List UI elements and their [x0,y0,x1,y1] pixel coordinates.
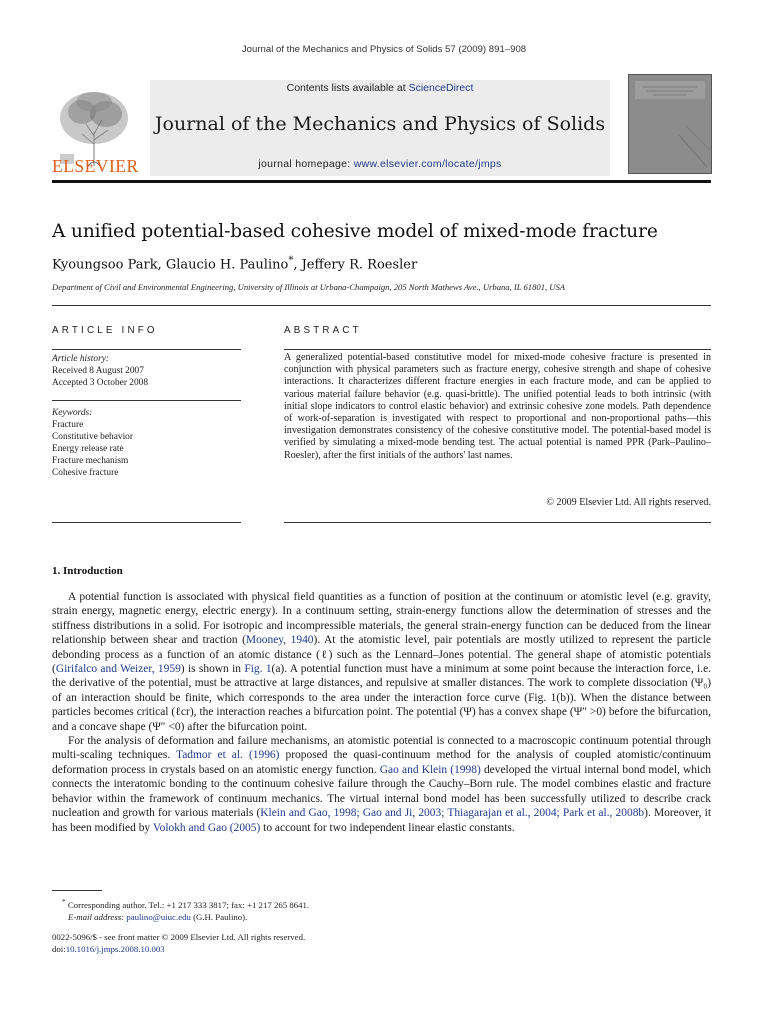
abstract-rule-bottom [284,522,711,523]
keyword-item: Constitutive behavior [52,432,133,442]
citation-link[interactable]: Mooney, 1940 [245,634,314,647]
footnote-email [52,911,711,923]
contents-line [150,82,610,94]
homepage-line [150,158,610,170]
journal-title: Journal of the Mechanics and Physics of Solids [154,113,606,135]
paragraph [52,590,711,734]
footnote [52,896,711,923]
doi-line [52,943,711,955]
text-run: For the analysis of deformation and failure mechanisms, an atomistic potential is connected to a macroscopic continuum potential through multi-scaling techniques. [52,735,711,762]
footnote-rule [52,890,102,891]
corresponding-author-mark[interactable]: * [288,255,294,266]
footnote-corresponding [52,896,711,911]
keyword-item: Energy release rate [52,444,124,454]
issn-line: 0022-5096/$ - see front matter © 2009 Elsevier Ltd. All rights reserved. [52,932,306,942]
text-run: ). Moreover, it has been modified by [52,807,711,834]
abstract-rule-top [284,349,711,350]
footnote-mark: * [62,897,66,906]
sciencedirect-link[interactable]: ScienceDirect [408,82,474,94]
authors-first: Kyoungsoo Park, Glaucio H. Paulino [52,257,289,273]
citation-link[interactable]: Klein and Gao, 1998; Gao and Ji, 2003; Thiagarajan et al., 2004; Park et al., 2008b [260,807,645,820]
text-run: (a). A potential function must have a minimum at some point because the interaction force, i.e. the derivative of the potential, must be attractive at large distances, and repulsive at smaller distances. The work to complete dissociation (Ψ₀) of an interaction should be finite, which corresponds to the area under the interaction force curve (Fig. 1(b)). When the distance between particles becomes critical (ℓcr), the interaction reaches a bifurcation point. The potential (Ψ) has a convex shape (Ψ″ >0) before the bifurcation, and a concave shape (Ψ″ <0) after the bifurcation point. [52,663,712,733]
paragraph [52,734,711,835]
authors-rest: , Jeffery R. Roesler [293,257,418,273]
cover-art [629,75,711,173]
citation-link[interactable]: Volokh and Gao (2005) [152,821,261,834]
section-heading: 1. Introduction [52,565,123,577]
article-info-rule-bottom [52,522,241,523]
text-run: ) is shown in [180,663,245,676]
text-run: developed the virtual internal bond model, which connects the interatomic bonding to the continuum cohesive failure through the Cauchy–Born rule. The model combines elastic and fracture behavior within the framework of continuum mechanics. The virtual internal bond model has been successfully utilized to describe crack nucleation and growth for various materials ( [52,763,711,820]
keywords-label: Keywords: [52,408,93,418]
elsevier-wordmark: ELSEVIER [52,156,139,176]
article-title: A unified potential-based cohesive model of mixed-mode fracture [52,221,658,242]
keyword-item: Fracture mechanism [52,456,129,466]
doi-prefix: doi: [52,944,66,954]
history-label: Article history: [52,354,110,364]
affiliation-rule [52,305,711,306]
footnote-text: Corresponding author. Tel.: +1 217 333 3817; fax: +1 217 265 8641. [65,899,310,910]
text-run: proposed the quasi-continuum method for the analysis of coupled atomistic/continuum deformation process in crystals based on an atomistic energy function. [52,749,711,776]
text-run: ). At the atomistic level, pair potentials are mostly utilized to represent the particle debonding process as a function of an atomic distance (ℓ) such as the Lennard–Jones potential. The general shape of atomistic potentials ( [52,634,711,676]
figure-link[interactable]: Fig. 1 [244,663,272,676]
keyword-item: Cohesive fracture [52,468,119,478]
keywords-block [52,407,241,479]
abstract-text: A generalized potential-based constitutive model for mixed-mode cohesive fracture is presented in conjunction with physical parameters such as fracture energy, cohesive strength and shape of cohesive interactions. It characterizes different fracture energies in each fracture mode, and can be applied to various material failure behavior (e.g. quasi-brittle). The unified potential leads to both intrinsic (with initial slope indicators to control elastic behavior) and extrinsic cohesive zone models. Path dependence of work-of-separation is investigated with respect to proportional and non-proportional paths—this investigation demonstrates consistency of the cohesive constitutive model. The potential-based model is verified by simulating a mixed-mode bending test. The actual potential is named PPR (Park–Paulino–Roesler), after the first initials of the authors' last names. [284,352,711,461]
citation-link[interactable]: Tadmor et al. (1996) [176,749,280,762]
journal-homepage-link[interactable]: www.elsevier.com/locate/jmps [353,158,502,170]
body-text [52,590,711,835]
abstract-heading: ABSTRACT [284,325,362,336]
received-date: Received 8 August 2007 [52,366,144,376]
article-info-rule-top [52,349,241,350]
affiliation: Department of Civil and Environmental Engineering, University of Illinois at Urbana-Champaign, 205 North Mathews Ave., Urbana, IL 61801, USA [52,282,566,292]
journal-cover-thumbnail [628,74,712,174]
citation-link[interactable]: Gao and Klein (1998) [379,763,481,776]
contents-prefix: Contents lists available at [286,82,409,94]
running-head: Journal of the Mechanics and Physics of Solids 57 (2009) 891–908 [241,44,527,55]
email-suffix: (G.H. Paulino). [190,911,248,922]
text-run: A potential function is associated with physical field quantities as a function of position at the continuum or atomistic level (e.g. gravity, strain energy, magnetic energy, electric energy). In a continuum setting, strain-energy functions allow the determination of stresses and the stiffness distributions in a solid. For isotropic and incompressible materials, the general strain-energy function can be deduced from the linear relationship between shear and traction ( [52,591,711,647]
masthead-rule [52,180,711,183]
email-label: E-mail address: [68,911,127,922]
accepted-date: Accepted 3 October 2008 [52,378,149,388]
article-info-heading: ARTICLE INFO [52,325,158,336]
keyword-item: Fracture [52,420,84,430]
email-link[interactable]: paulino@uiuc.edu [126,911,191,922]
article-info-rule-mid [52,400,241,401]
author-list [52,255,712,272]
article-history [52,353,241,389]
homepage-prefix: journal homepage: [258,158,354,170]
front-matter-info [52,931,711,955]
doi-link[interactable]: 10.1016/j.jmps.2008.10.003 [65,944,165,954]
citation-link[interactable]: Girifalco and Weizer, 1959 [55,663,181,676]
text-run: to account for two independent linear elastic constants. [260,821,515,834]
abstract-copyright: © 2009 Elsevier Ltd. All rights reserved. [546,497,711,508]
